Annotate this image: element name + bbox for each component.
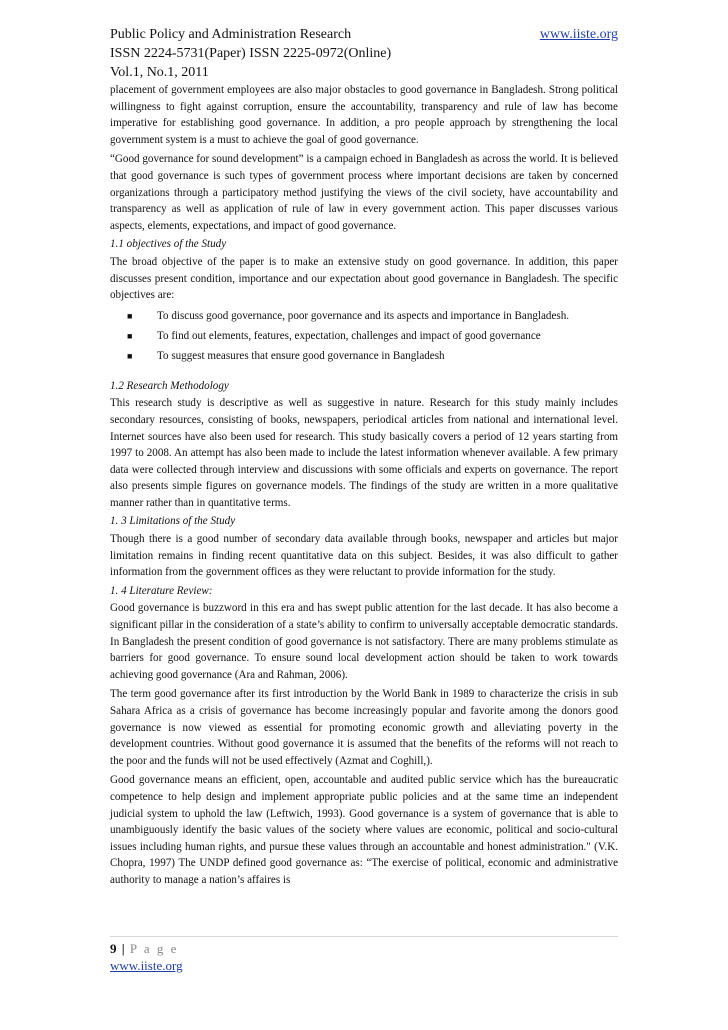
paragraph: Good governance means an efficient, open, accountable and audited public service which has the bureaucratic competence to help design and implement appropriate public policies and at the same time an independent judicial system to uphold the law (Leftwich, 1993). Good governance is a system of governance that is able to unambiguously identify the basic values of the society where values are economic, political and socio-cultural issues including human rights, and pursue these values through an accountable and honest administration." (V.K. Chopra, 1997) The UNDP defined good governance as: “The exercise of political, economic and administrative authority to manage a nation’s affaires is [110, 774, 618, 886]
section-heading-methodology: 1.2 Research Methodology [110, 379, 229, 392]
paragraph: The term good governance after its first introduction by the World Bank in 1989 to characterize the crisis in sub Sahara Africa as a crisis of governance has become increasingly popular and favorite among the donors good governance is now viewed as essential for promoting economic growth and alleviating poverty in the development countries. Without good governance it is assumed that the benefits of the reforms will not reach to the poor and the funds will not be used effectively (Azmat and Coghill,). [110, 688, 618, 767]
page-number: 9 [110, 941, 117, 956]
section-heading-limitations: 1. 3 Limitations of the Study [110, 515, 236, 528]
issn-line: ISSN 2224-5731(Paper) ISSN 2225-0972(Online) [110, 46, 392, 61]
paragraph: Though there is a good number of secondary data available through books, newspaper and articles but major limitation remains in finding recent quantitative data on this subject. Besides, it was also difficult to gather information from the government offices as they were reluctant to provide information for the study. [110, 533, 618, 579]
section-heading-objectives: 1.1 objectives of the Study [110, 238, 227, 251]
paper-page [110, 25, 618, 889]
list-item [127, 306, 618, 326]
article-body [110, 82, 618, 889]
running-header [110, 25, 618, 82]
page-label: P a g e [129, 941, 179, 956]
bullet-square-icon: ■ [127, 310, 133, 321]
page-number-block [110, 940, 618, 957]
list-item-text: To suggest measures that ensure good governance in Bangladesh [157, 349, 445, 362]
section-heading-literature: 1. 4 Literature Review: [110, 584, 213, 597]
paragraph: This research study is descriptive as well as suggestive in nature. Research for this study mainly includes secondary resources, consisting of books, newspapers, periodical articles from national and international level. Internet sources have also been used for research. This study basically covers a period of 12 years starting from 1997 to 2008. An attempt has also been made to include the latest information whenever available. A few primary data were collected through interview and discussions with some officials and experts on governance. The report also presents simple figures on governance models. The findings of the study are written in a more qualitative manner rather than in quantitative terms. [110, 397, 618, 509]
paragraph: “Good governance for sound development” is a campaign echoed in Bangladesh as across the world. It is believed that good governance is such types of government process where important decisions are taken by concerned organizations through a participatory method justifying the views of the civil society, have accountability and transparency as well as application of rule of law in every government action. This paper discusses various aspects, elements, expectations, and impact of good governance. [110, 153, 618, 232]
page-footer [110, 936, 618, 974]
list-item-text: To discuss good governance, poor governance and its aspects and importance in Bangladesh. [157, 309, 570, 322]
page-separator: | [121, 941, 125, 956]
journal-title: Public Policy and Administration Research [110, 27, 352, 42]
paragraph: The broad objective of the paper is to make an extensive study on good governance. In addition, this paper discusses present condition, importance and our expectation about good governance in Bangladesh. The specific objectives are: [110, 255, 618, 302]
list-item-text: To find out elements, features, expectation, challenges and impact of good governance [157, 329, 541, 342]
journal-website-link[interactable]: www.iiste.org [539, 27, 618, 42]
bullet-square-icon: ■ [127, 350, 133, 361]
list-item [127, 346, 618, 366]
footer-website-link[interactable]: www.iiste.org [110, 958, 183, 973]
footer-divider [110, 936, 618, 937]
list-item [127, 326, 618, 346]
bullet-square-icon: ■ [127, 330, 133, 341]
paragraph: Good governance is buzzword in this era and has swept public attention for the last decade. It has also become a significant pillar in the consideration of a state’s ability to confirm to universally acceptable democratic standards. In Bangladesh the present condition of good governance is not satisfactory. There are many problems stimulate as barriers for good governance. To ensure sound local development action should be taken to work towards achieving good governance (Ara and Rahman, 2006). [110, 602, 618, 681]
paragraph: placement of government employees are also major obstacles to good governance in Bangladesh. Strong political willingness to fight against corruption, ensure the accountability, transparency and rule of law has become imperative for establishing good governance. In addition, a pro people approach by strengthening the local government system is a must to achieve the goal of good governance. [110, 84, 618, 146]
objectives-list [110, 306, 618, 366]
volume-line: Vol.1, No.1, 2011 [110, 65, 209, 80]
